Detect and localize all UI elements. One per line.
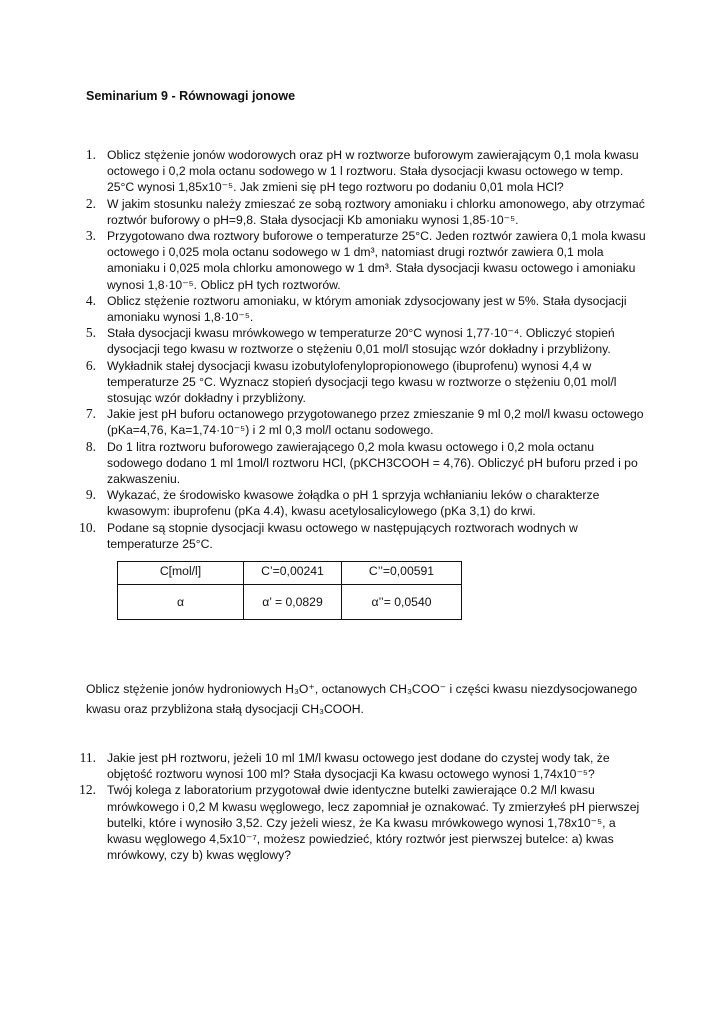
- page-title: Seminarium 9 - Równowagi jonowe: [86, 89, 296, 103]
- problem-item: [79, 782, 646, 863]
- problem-number: 9.: [85, 487, 96, 503]
- table-cell: α’ = 0,0829: [244, 585, 342, 620]
- problem-number: 6.: [85, 357, 96, 373]
- problem-item: [86, 228, 646, 293]
- problem-number: 5.: [85, 325, 96, 341]
- problem-number: 2.: [85, 195, 96, 211]
- problem-item: [79, 519, 646, 552]
- problem-item: [86, 147, 646, 196]
- problem-number: 3.: [85, 228, 96, 244]
- table-cell: C’=0,00241: [244, 562, 342, 585]
- problem-item: [86, 406, 646, 438]
- problem-text: Do 1 litra roztworu buforowego zawierającego 0,2 mola kwasu octowego i 0,2 mola octanu sodowego dodano 1 ml 1mol/l roztworu HCl, (pKCH3COOH = 4,76). Obliczyć pH buforu przed i po zakwaszeniu.: [107, 439, 638, 487]
- problem-list-1: [79, 147, 646, 552]
- table-cell: C[mol/l]: [118, 562, 244, 585]
- problem-item: [86, 487, 646, 519]
- problem-item: [79, 750, 646, 782]
- problem-text: Podane są stopnie dysocjacji kwasu octowego w następujących roztworach wodnych w temperaturze 25°C.: [107, 520, 578, 551]
- problem-number: 11.: [79, 750, 96, 765]
- table-cell: C’’=0,00591: [342, 562, 462, 585]
- problem-text: Przygotowano dwa roztwory buforowe o temperaturze 25°C. Jeden roztwór zawiera 0,1 mola kwasu octowego i 0,025 mola octanu sodowego w 1 dm³, natomiast drugi roztwór zawiera 0,1 mola amoniaku i 0,025 mola chlorku amonowego w 1 dm³. Stała dysocjacji kwasu octowego i amoniaku wynosi 1,8·10⁻⁵. Oblicz pH tych roztworów.: [107, 229, 646, 292]
- table-row: [118, 585, 462, 620]
- problem-text: Wykładnik stałej dysocjacji kwasu izobutylofenylopropionowego (ibuprofenu) wynosi 4,4 w temperaturze 25 °C. Wyznacz stopień dysocjacji tego kwasu w roztworze o stężeniu 0,01 mol/l stosując wzór dokładny i przybliżony.: [107, 358, 617, 406]
- problem-number: 10.: [79, 519, 96, 535]
- problem-item: [86, 293, 646, 325]
- problem-number: 4.: [85, 292, 96, 308]
- problem-number: 8.: [85, 438, 96, 454]
- table-cell: α’’= 0,0540: [342, 585, 462, 620]
- problem-text: Jakie jest pH buforu octanowego przygotowanego przez zmieszanie 9 ml 0,2 mol/l kwasu octowego (pKa=4,76, Ka=1,74·10⁻⁵) i 2 ml 0,3 mol/l octanu sodowego.: [107, 407, 644, 438]
- problem-number: 7.: [85, 406, 96, 422]
- problem-number: 1.: [85, 147, 96, 162]
- problem-text: Stała dysocjacji kwasu mrówkowego w temperaturze 20°C wynosi 1,77·10⁻⁴. Obliczyć stopień dysocjacji tego kwasu w roztworze o stężeniu 0,01 mol/l stosując wzór dokładny i przybliżony.: [107, 326, 615, 357]
- problem-item: [86, 358, 646, 407]
- dissociation-table: [117, 561, 462, 620]
- problem-item: [86, 325, 646, 357]
- problem-text: Oblicz stężenie jonów wodorowych oraz pH w roztworze buforowym zawierającym 0,1 mola kwasu octowego i 0,2 mola octanu sodowego w 1 l roztworu. Stała dysocjacji kwasu octowego w temp. 25°C wynosi 1,85x10⁻⁵. Jak zmieni się pH tego roztworu po dodaniu 0,01 mola HCl?: [107, 148, 639, 195]
- problem-text: Jakie jest pH roztworu, jeżeli 10 ml 1M/l kwasu octowego jest dodane do czystej wody tak, że objętość roztworu wynosi 100 ml? Stała dysocjacji Ka kwasu octowego wynosi 1,74x10⁻⁵?: [107, 751, 610, 782]
- hydronium-note: Oblicz stężenie jonów hydroniowych H₃O⁺, octanowych CH₃COO⁻ i części kwasu niezdysocjowanego kwasu oraz przybliżona stałą dysocjacji CH₃COOH.: [86, 682, 638, 717]
- problem-text: Oblicz stężenie roztworu amoniaku, w którym amoniak zdysocjowany jest w 5%. Stała dysocjacji amoniaku wynosi 1,8·10⁻⁵.: [107, 293, 627, 325]
- problem-text: Twój kolega z laboratorium przygotował dwie identyczne butelki zawierające 0.2 M/l kwasu mrówkowego i 0,2 M kwasu węglowego, lecz zapomniał je oznakować. Ty zmierzyłeś pH pierwszej butelki, które i wynosiło 3,52. Czy jeżeli wiesz, że Ka kwasu mrówkowego wynosi 1,78x10⁻⁵, a kwasu węglowego 4,5x10⁻⁷, możesz powiedzieć, który roztwór jest pierwszej butelce: a) kwas mrówkowy, czy b) kwas węglowy?: [107, 783, 640, 863]
- problem-text: Wykazać, że środowisko kwasowe żołądka o pH 1 sprzyja wchłanianiu leków o charakterze kwasowym: ibuprofenu (pKa 4.4), kwasu acetylosalicylowego (pKa 3,1) do krwi.: [107, 488, 600, 519]
- problem-item: [86, 196, 646, 228]
- problem-item: [86, 439, 646, 488]
- problem-text: W jakim stosunku należy zmieszać ze sobą roztwory amoniaku i chlorku amonowego, aby otrzymać roztwór buforowy o pH=9,8. Stała dysocjacji Kb amoniaku wynosi 1,85·10⁻⁵.: [107, 196, 645, 227]
- problem-number: 12.: [79, 782, 96, 798]
- table-cell: α: [118, 585, 244, 620]
- problem-list-2: [79, 750, 646, 863]
- table-header-row: [118, 562, 462, 585]
